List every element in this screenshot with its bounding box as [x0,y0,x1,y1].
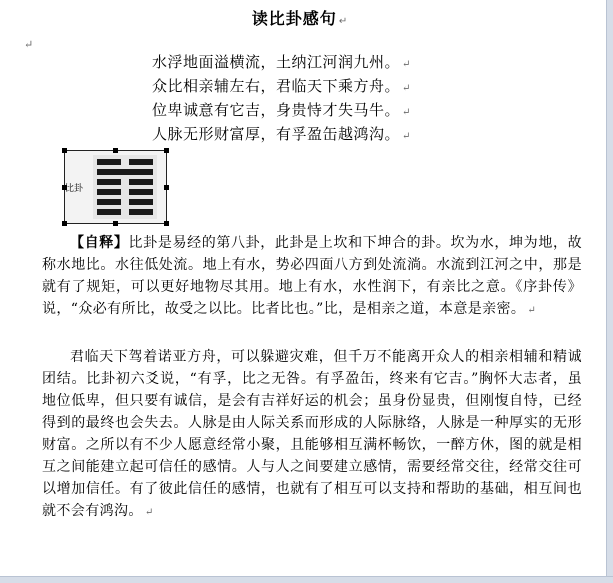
hexagram-label: 比卦 [65,184,84,194]
hexagram-line-broken [129,179,153,185]
poem-line: 位卑诚意有它吉，身贵恃才失马牛。 ↵ [152,101,411,119]
document-title: 读比卦感句 ↵ [251,9,349,28]
poem-line: 水浮地面溢横流，土纳江河润九州。 ↵ [152,53,411,71]
paragraph-mark-icon: ↵ [144,507,154,518]
commentary-paragraph-1: 【自释】比卦是易经的第八卦，此卦是上坎和下坤合的卦。坎为水，坤为地，故称水地比。水往低处流。地上有水，势必四面八方到处流淌。水流到江河之中，那是就有了规矩，可以更好地物尽其用。地上有水，水性润下，有亲比之意。《序卦传》说，“众必有所比，故受之以比。比者比也。”比，是相亲之道，本意是亲密。 ↵ [42,235,582,317]
poem [152,50,411,146]
hexagram-symbol [93,155,157,219]
poem-line: 人脉无形财富厚，有孚盈缶越鸿沟。 ↵ [152,125,411,143]
hexagram-line-broken [97,159,121,165]
hexagram-line-broken [97,199,121,205]
resize-handle[interactable] [164,185,169,190]
resize-handle[interactable] [113,221,118,226]
hexagram-line-broken [97,179,121,185]
commentary-paragraph-2: 君临天下驾着诺亚方舟，可以躲避灾难，但千万不能离开众人的相亲相辅和精诚团结。比卦初六爻说，“有孚，比之无咎。有孚盈缶，终来有它吉。”胸怀大志者，虽地位低卑，但只要有诚信，是会有吉祥好运的机会；虽身份显贵，但刚愎自恃，已经得到的最终也会失去。人脉是由人际关系而形成的人际脉络，人脉是一种厚实的无形财富。之所以有不少人愿意经常小聚，且能够相互满杯畅饮，一醉方休，图的就是相互之间能建立起可信任的感情。人与人之间要建立感情，需要经常交往，经常交往可以增加信任。有了彼此信任的感情，也就有了相互可以支持和帮助的基础，相互间也就不会有鸿沟。 ↵ [42,349,582,519]
hexagram-line-broken [129,209,153,215]
hexagram-line-broken [97,209,121,215]
resize-handle[interactable] [62,148,67,153]
resize-handle[interactable] [164,148,169,153]
paragraph-mark-icon: ↵ [402,131,411,142]
resize-handle[interactable] [113,148,118,153]
hexagram-line-broken [129,199,153,205]
vertical-scrollbar-edge[interactable] [606,0,613,583]
resize-handle[interactable] [164,221,169,226]
hexagram-line-solid [97,169,153,175]
poem-line: 众比相亲辅左右，君临天下乘方舟。 ↵ [152,77,411,95]
paragraph-mark-icon: ↵ [402,83,411,94]
hexagram-line-broken [97,189,121,195]
hexagram-line-broken [129,189,153,195]
paragraph-mark-icon: ↵ [402,107,411,118]
hexagram-image[interactable] [64,150,167,224]
paragraph-mark-icon: ↵ [24,38,34,51]
paragraph-mark-icon: ↵ [402,59,411,70]
paragraph-mark-icon: ↵ [338,16,349,27]
horizontal-scrollbar-edge[interactable] [0,576,613,583]
resize-handle[interactable] [62,221,67,226]
paragraph-mark-icon: ↵ [527,305,537,316]
hexagram-line-broken [129,159,153,165]
